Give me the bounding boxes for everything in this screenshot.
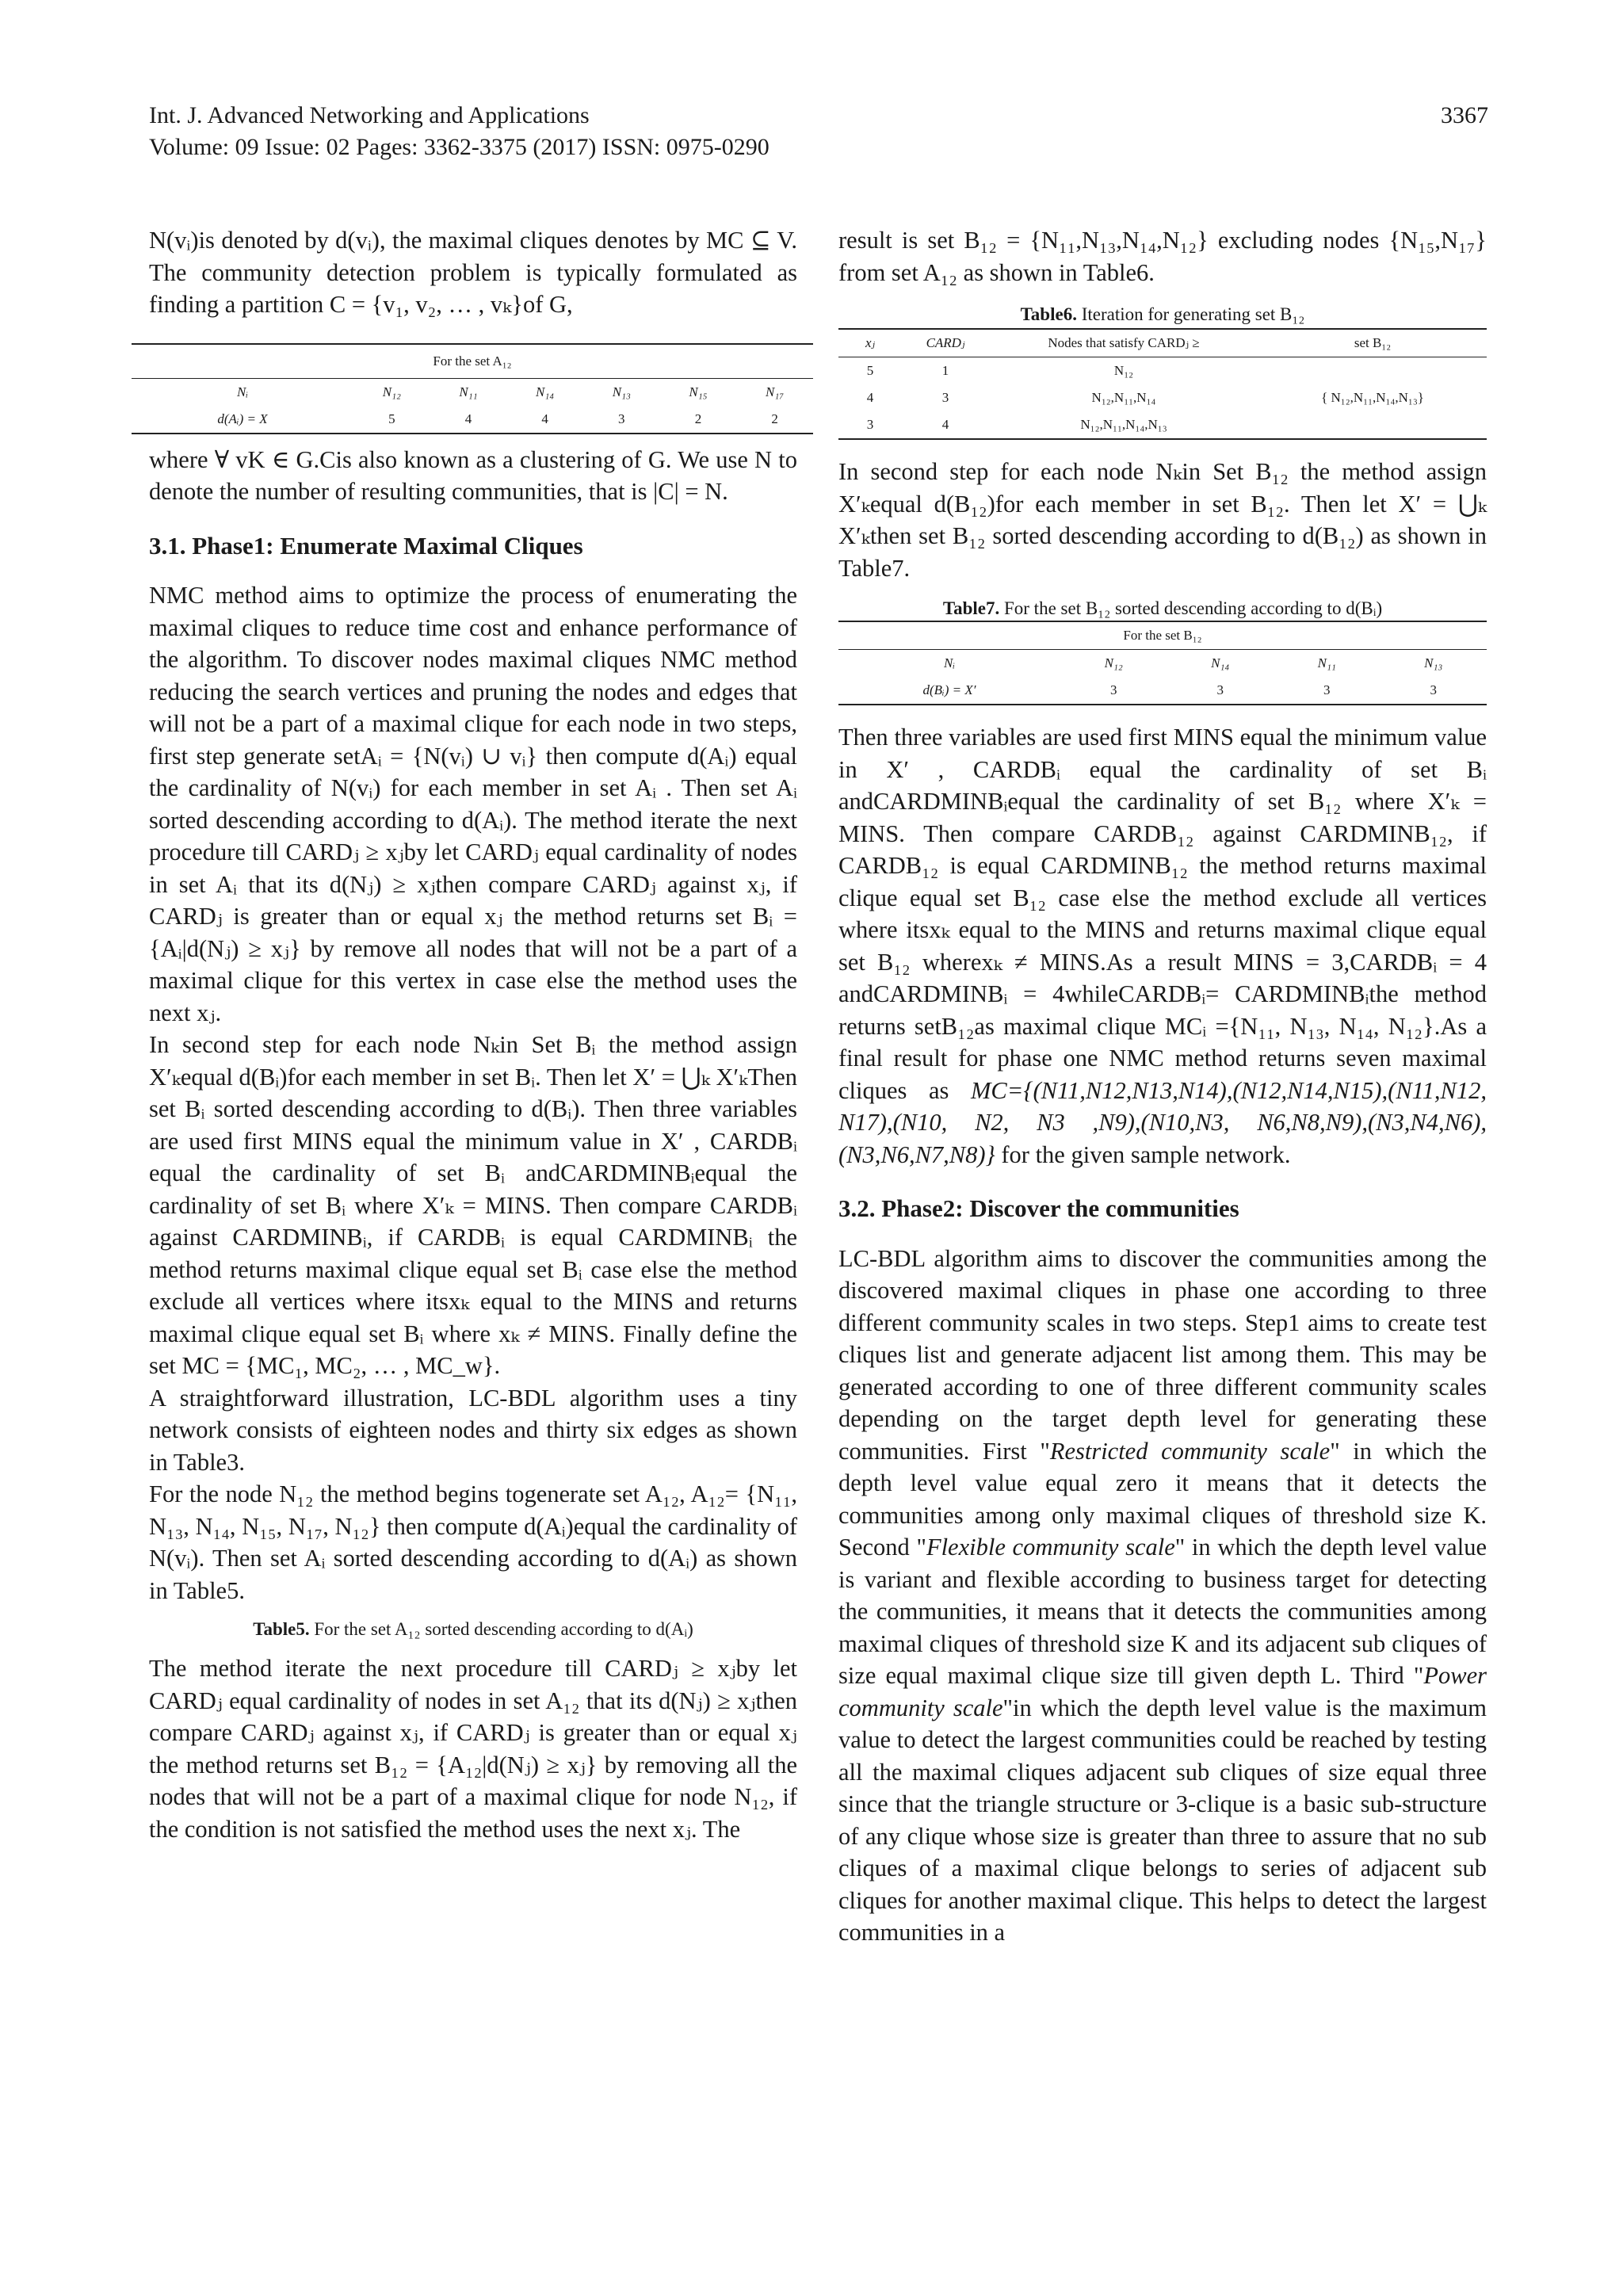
- right-column: [838, 224, 1487, 1949]
- table-cell: N₁₃: [1381, 650, 1487, 678]
- paragraph: N(vᵢ)is denoted by d(vᵢ), the maximal cliques denotes by MC ⊆ V. The community detection problem is typically formulated as finding a partition C = {v₁, v₂, … , vₖ}of G,: [149, 227, 797, 318]
- journal-volume: Volume: 09 Issue: 02 Pages: 3362-3375 (2017) ISSN: 0975-0290: [149, 134, 769, 160]
- table-caption: For the set B₁₂: [838, 621, 1487, 650]
- table-caption: For the set A₁₂: [132, 344, 813, 379]
- table-row-label: Nᵢ: [132, 378, 353, 406]
- table-cell: 3: [1274, 677, 1381, 705]
- table-row: 5 1 N₁₂: [838, 357, 1487, 385]
- table-cell: N₁₁: [430, 378, 507, 406]
- table-cell: 4: [506, 406, 583, 434]
- table7-caption: Table7. For the set B₁₂ sorted descending according to d(Bᵢ): [942, 598, 1383, 618]
- table-cell: 3: [1381, 677, 1487, 705]
- table-header: xⱼ: [838, 329, 902, 357]
- left-column: [149, 224, 797, 1845]
- paragraph: result is set B₁₂ = {N₁₁,N₁₃,N₁₄,N₁₂} excluding nodes {N₁₅,N₁₇} from set A₁₂ as shown in Table6.: [838, 227, 1487, 286]
- paragraph: Then three variables are used first MINS equal the minimum value in X′ , CARDBᵢ equal the cardinality of set Bᵢ andCARDMINBᵢequal the cardinality of set B₁₂ where X′ₖ = MINS. Then compare CARDB₁₂ against CARDMINB₁₂, if CARDB₁₂ is equal CARDMINB₁₂ the method returns maximal clique equal set B₁₂ case else the method exclude all vertices where itsxₖ equal to the MINS and returns maximal clique equal set B₁₂ wherexₖ ≠ MINS.As a result MINS = 3,CARDBᵢ = 4 andCARDMINBᵢ = 4whileCARDBᵢ= CARDMINBᵢthe method returns setB₁₂as maximal clique MCᵢ ={N₁₁, N₁₃, N₁₄, N₁₂}.As a final result for phase one NMC method returns seven maximal cliques as MC={(N11,N12,N13,N14),(N12,N14,N15),(N11,N12, N17),(N10, N2, N3 ,N9),(N10,N3, N6,N8,N9),(N3,N4,N6),(N3,N6,N7,N8)} for the given sample network.: [838, 724, 1487, 1168]
- table-cell: 3: [1167, 677, 1274, 705]
- paragraph: A straightforward illustration, LC-BDL algorithm uses a tiny network consists of eighteen nodes and thirty six edges as shown in Table3.: [149, 1384, 797, 1476]
- section-heading-3-2: 3.2. Phase2: Discover the communities: [838, 1194, 1239, 1222]
- table-row: 3 4 N₁₂,N₁₁,N₁₄,N₁₃: [838, 411, 1487, 439]
- table-cell: N₁₇: [736, 378, 813, 406]
- table4-set-a12: [132, 343, 813, 434]
- table6-iteration: [838, 328, 1487, 440]
- table-cell: 2: [736, 406, 813, 434]
- table-cell: N₁₃: [583, 378, 660, 406]
- paragraph: NMC method aims to optimize the process of enumerating the maximal cliques to reduce time cost and enhance performance of the algorithm. To discover nodes maximal cliques NMC method reducing the search vertices and pruning the nodes and edges that will not be a part of a maximal clique for each node in two steps, first step generate setAᵢ = {N(vᵢ) ∪ vᵢ} then compute d(Aᵢ) equal the cardinality of N(vᵢ) for each member in set Aᵢ . Then set Aᵢ sorted descending according to d(Aᵢ). The method iterate the next procedure till CARDⱼ ≥ xⱼby let CARDⱼ equal cardinality of nodes in set Aᵢ that its d(Nⱼ) ≥ xⱼthen compare CARDⱼ against xⱼ, if CARDⱼ is greater than or equal xⱼ the method returns set Bᵢ = {Aᵢ|d(Nⱼ) ≥ xⱼ} by remove all nodes that will not be a part of a maximal clique for this vertex in case else the method uses the next xⱼ.: [149, 582, 797, 1026]
- table-cell: 3: [583, 406, 660, 434]
- table-cell: N₁₂: [353, 378, 430, 406]
- table-row: 4 3 N₁₂,N₁₁,N₁₄ { N₁₂,N₁₁,N₁₄,N₁₃}: [866, 390, 1424, 405]
- table-cell: 2: [660, 406, 737, 434]
- table-cell: N₁₄: [1167, 650, 1274, 678]
- table-cell: N₁₁: [1274, 650, 1381, 678]
- table6-caption: Table6. Iteration for generating set B₁₂: [1020, 304, 1305, 324]
- paragraph: The method iterate the next procedure till CARDⱼ ≥ xⱼby let CARDⱼ equal cardinality of nodes in set A₁₂ that its d(Nⱼ) ≥ xⱼthen compare CARDⱼ against xⱼ, if CARDⱼ is greater than or equal xⱼ the method returns set B₁₂ = {A₁₂|d(Nⱼ) ≥ xⱼ} by removing all the nodes that will not be a part of a maximal clique for node N₁₂, if the condition is not satisfied the method uses the next xⱼ. The: [149, 1655, 797, 1843]
- paragraph: In second step for each node Nₖin Set B₁₂ the method assign X′ₖequal d(B₁₂)for each member in set B₁₂. Then let X′ = ⋃ₖ X′ₖthen set B₁₂ sorted descending according to d(B₁₂) as shown in Table7.: [838, 458, 1487, 582]
- table-cell: N₁₄: [506, 378, 583, 406]
- table-row-label: Nᵢ: [838, 650, 1060, 678]
- page-header: [149, 100, 1488, 163]
- table-cell: 5: [353, 406, 430, 434]
- table-header: set B₁₂: [1258, 329, 1487, 357]
- table-cell: 4: [430, 406, 507, 434]
- table-row-label: d(Bᵢ) = X′: [838, 677, 1060, 705]
- paragraph: For the node N₁₂ the method begins togenerate set A₁₂, A₁₂= {N₁₁, N₁₃, N₁₄, N₁₅, N₁₇, N₁₂} then compute d(Aᵢ)equal the cardinality of N(vᵢ). Then set Aᵢ sorted descending according to d(Aᵢ) as shown in Table5.: [149, 1480, 797, 1604]
- table-cell: 3: [1060, 677, 1167, 705]
- table-row-label: d(Aᵢ) = X: [132, 406, 353, 434]
- section-heading-3-1: 3.1. Phase1: Enumerate Maximal Cliques: [149, 531, 583, 560]
- paragraph: In second step for each node Nₖin Set Bᵢ the method assign X′ₖequal d(Bᵢ)for each member in set Bᵢ. Then let X′ = ⋃ₖ X′ₖThen set Bᵢ sorted descending according to d(Bᵢ). Then three variables are used first MINS equal the minimum value in X′ , CARDBᵢ equal the cardinality of set Bᵢ andCARDMINBᵢequal the cardinality of set Bᵢ where X′ₖ = MINS. Then compare CARDBᵢ against CARDMINBᵢ, if CARDBᵢ is equal CARDMINBᵢ the method returns maximal clique equal set Bᵢ case else the method exclude all vertices where itsxₖ equal to the MINS and returns maximal clique equal set Bᵢ where xₖ ≠ MINS. Finally define the set MC = {MC₁, MC₂, … , MC_w}.: [149, 1031, 797, 1379]
- table7-set-b12: [838, 621, 1487, 705]
- table-cell: N₁₅: [660, 378, 737, 406]
- journal-title: Int. J. Advanced Networking and Applications: [149, 102, 590, 128]
- table-cell: N₁₂: [1060, 650, 1167, 678]
- page-number: 3367: [1441, 102, 1488, 128]
- paragraph: where ∀ vK ∈ G.Cis also known as a clustering of G. We use N to denote the number of resulting communities, that is |C| = N.: [149, 445, 797, 505]
- table-header: Nodes that satisfy CARDⱼ ≥: [989, 329, 1258, 357]
- table5-caption: Table5. For the set A₁₂ sorted descending according to d(Aᵢ): [253, 1619, 693, 1639]
- table-header: CARDⱼ: [902, 329, 989, 357]
- paragraph: LC-BDL algorithm aims to discover the communities among the discovered maximal cliques in phase one according to three different community scales in two steps. Step1 aims to create test cliques list and generate adjacent list among them. This may be generated according to one of three different community scales depending on the target depth level for generating these communities. First "Restricted community scale" in which the depth level value equal zero it means that it detects the communities among only maximal cliques of threshold size K. Second "Flexible community scale" in which the depth level value is variant and flexible according to business target for detecting the communities, it means that it detects the communities among maximal cliques of threshold size K and its adjacent sub cliques of size equal maximal clique size till given depth L. Third "Power community scale"in which the depth level value is the maximum value to detect the largest communities could be reached by testing all the maximal cliques adjacent sub cliques of size equal three since that the triangle structure or 3-clique is a basic sub-structure of any clique whose size is greater than three to assure that no sub cliques of a maximal clique belongs to series of adjacent sub cliques for another maximal clique. This helps to detect the largest communities in a: [838, 1244, 1487, 1946]
